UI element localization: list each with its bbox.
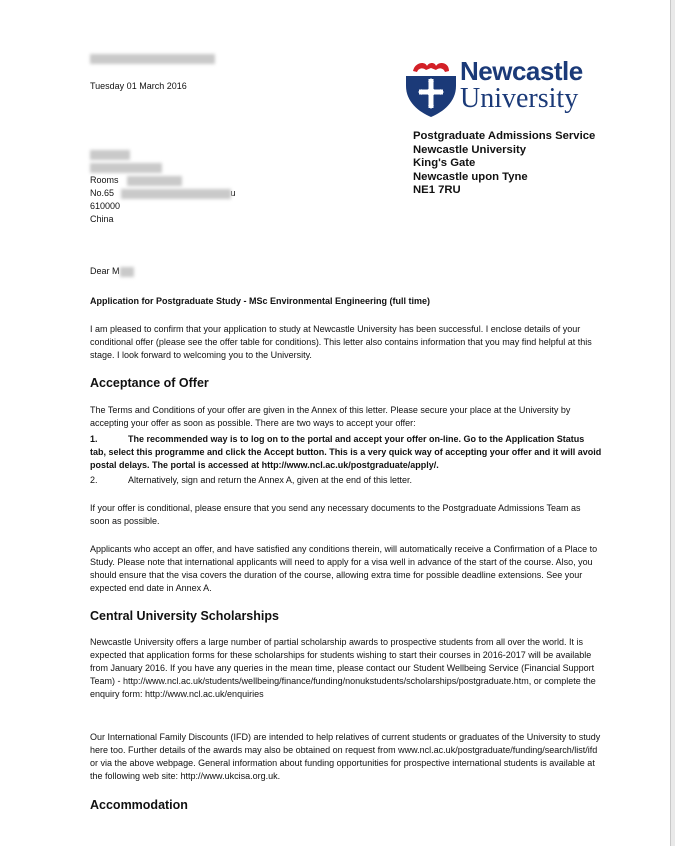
university-logo bbox=[405, 56, 590, 118]
acceptance-option-1: 1. The recommended way is to log on to the portal and accept your offer on-line. Go to the Application Status tab, select this programme and click the Accept button. This is a very quick way of accepting your offer and it will avoid postal delays. The portal is accessed at http://www.ncl.ac.uk/postgraduate/apply/. bbox=[90, 434, 602, 470]
scholarships-heading: Central University Scholarships bbox=[90, 609, 279, 623]
redacted-recipient-line bbox=[90, 161, 236, 174]
visa-paragraph: Applicants who accept an offer, and have satisfied any conditions therein, will automatically receive a Confirmation of a Place to Study. Please note that international applicants will need to apply for a visa well in advance of the start of the course. Also, you should ensure that the visa covers the duration of the course, allowing extra time for possible deadline extensions. See your expected end date in Annex A. bbox=[90, 544, 598, 593]
salutation: Dear M bbox=[90, 265, 134, 278]
scholarships-paragraph: Newcastle University offers a large number of partial scholarship awards to prospective students from all over the world. It is expected that application forms for these scholarships for students wishing to start their courses in 2016-2017 will be available from January 2016. If you have any queries in the mean time, please contact our Student Wellbeing Service (Financial Support Team) - http://www.ncl.ac.uk/students/wellbeing/finance/funding/nonukstudents/scholarships/postgraduate.htm, or complete the enquiry form: http://www.ncl.ac.uk/enquiries bbox=[90, 637, 596, 699]
subject-line: Application for Postgraduate Study - MSc Environmental Engineering (full time) bbox=[90, 296, 431, 306]
recipient-rooms: Rooms bbox=[90, 174, 236, 187]
conditional-paragraph: If your offer is conditional, please ensure that you send any necessary documents to the Postgraduate Admissions Team as soon as possible. bbox=[90, 503, 581, 526]
sender-line: Newcastle University bbox=[413, 143, 527, 156]
sender-line: NE1 7RU bbox=[413, 184, 461, 197]
intro-paragraph: I am pleased to confirm that your application to study at Newcastle University has been successful. I enclose details of your conditional offer (please see the offer table for conditions). This letter also contains information that you may find helpful at this stage. I look forward to welcoming you to the University. bbox=[90, 324, 592, 360]
shield-icon bbox=[405, 56, 457, 118]
letter-date: Tuesday 01 March 2016 bbox=[90, 81, 187, 91]
acceptance-paragraph: The Terms and Conditions of your offer are given in the Annex of this letter. Please secure your place at the University by accepting your offer as soon as possible. There are two ways to accept your offer: bbox=[90, 405, 571, 428]
sender-line: Newcastle upon Tyne bbox=[413, 170, 528, 183]
logo-word-newcastle: Newcastle bbox=[460, 56, 583, 86]
recipient-postcode: 610000 bbox=[90, 201, 121, 211]
recipient-address bbox=[90, 148, 236, 226]
acceptance-heading: Acceptance of Offer bbox=[90, 376, 209, 390]
sender-line: King's Gate bbox=[413, 157, 476, 170]
recipient-country: China bbox=[90, 214, 114, 224]
accommodation-heading: Accommodation bbox=[90, 798, 188, 812]
acceptance-option-2: 2. Alternatively, sign and return the Annex A, given at the end of this letter. bbox=[90, 475, 413, 485]
ifd-paragraph: Our International Family Discounts (IFD) are intended to help relatives of current students or graduates of the University to study here too. Further details of the awards may also be obtained on request from www.ncl.ac.uk/postgraduate/funding/search/list/ifd or via the above webpage. General information about funding opportunities for prospective international students is available at the following web site: http://www.ukcisa.org.uk. bbox=[90, 732, 601, 781]
sender-line: Postgraduate Admissions Service bbox=[413, 130, 596, 142]
redacted-name-header bbox=[90, 50, 215, 68]
logo-word-university: University bbox=[460, 83, 579, 114]
recipient-street: No.65 u bbox=[90, 188, 236, 198]
redacted-recipient-name bbox=[90, 148, 236, 161]
sender-address bbox=[413, 130, 595, 198]
